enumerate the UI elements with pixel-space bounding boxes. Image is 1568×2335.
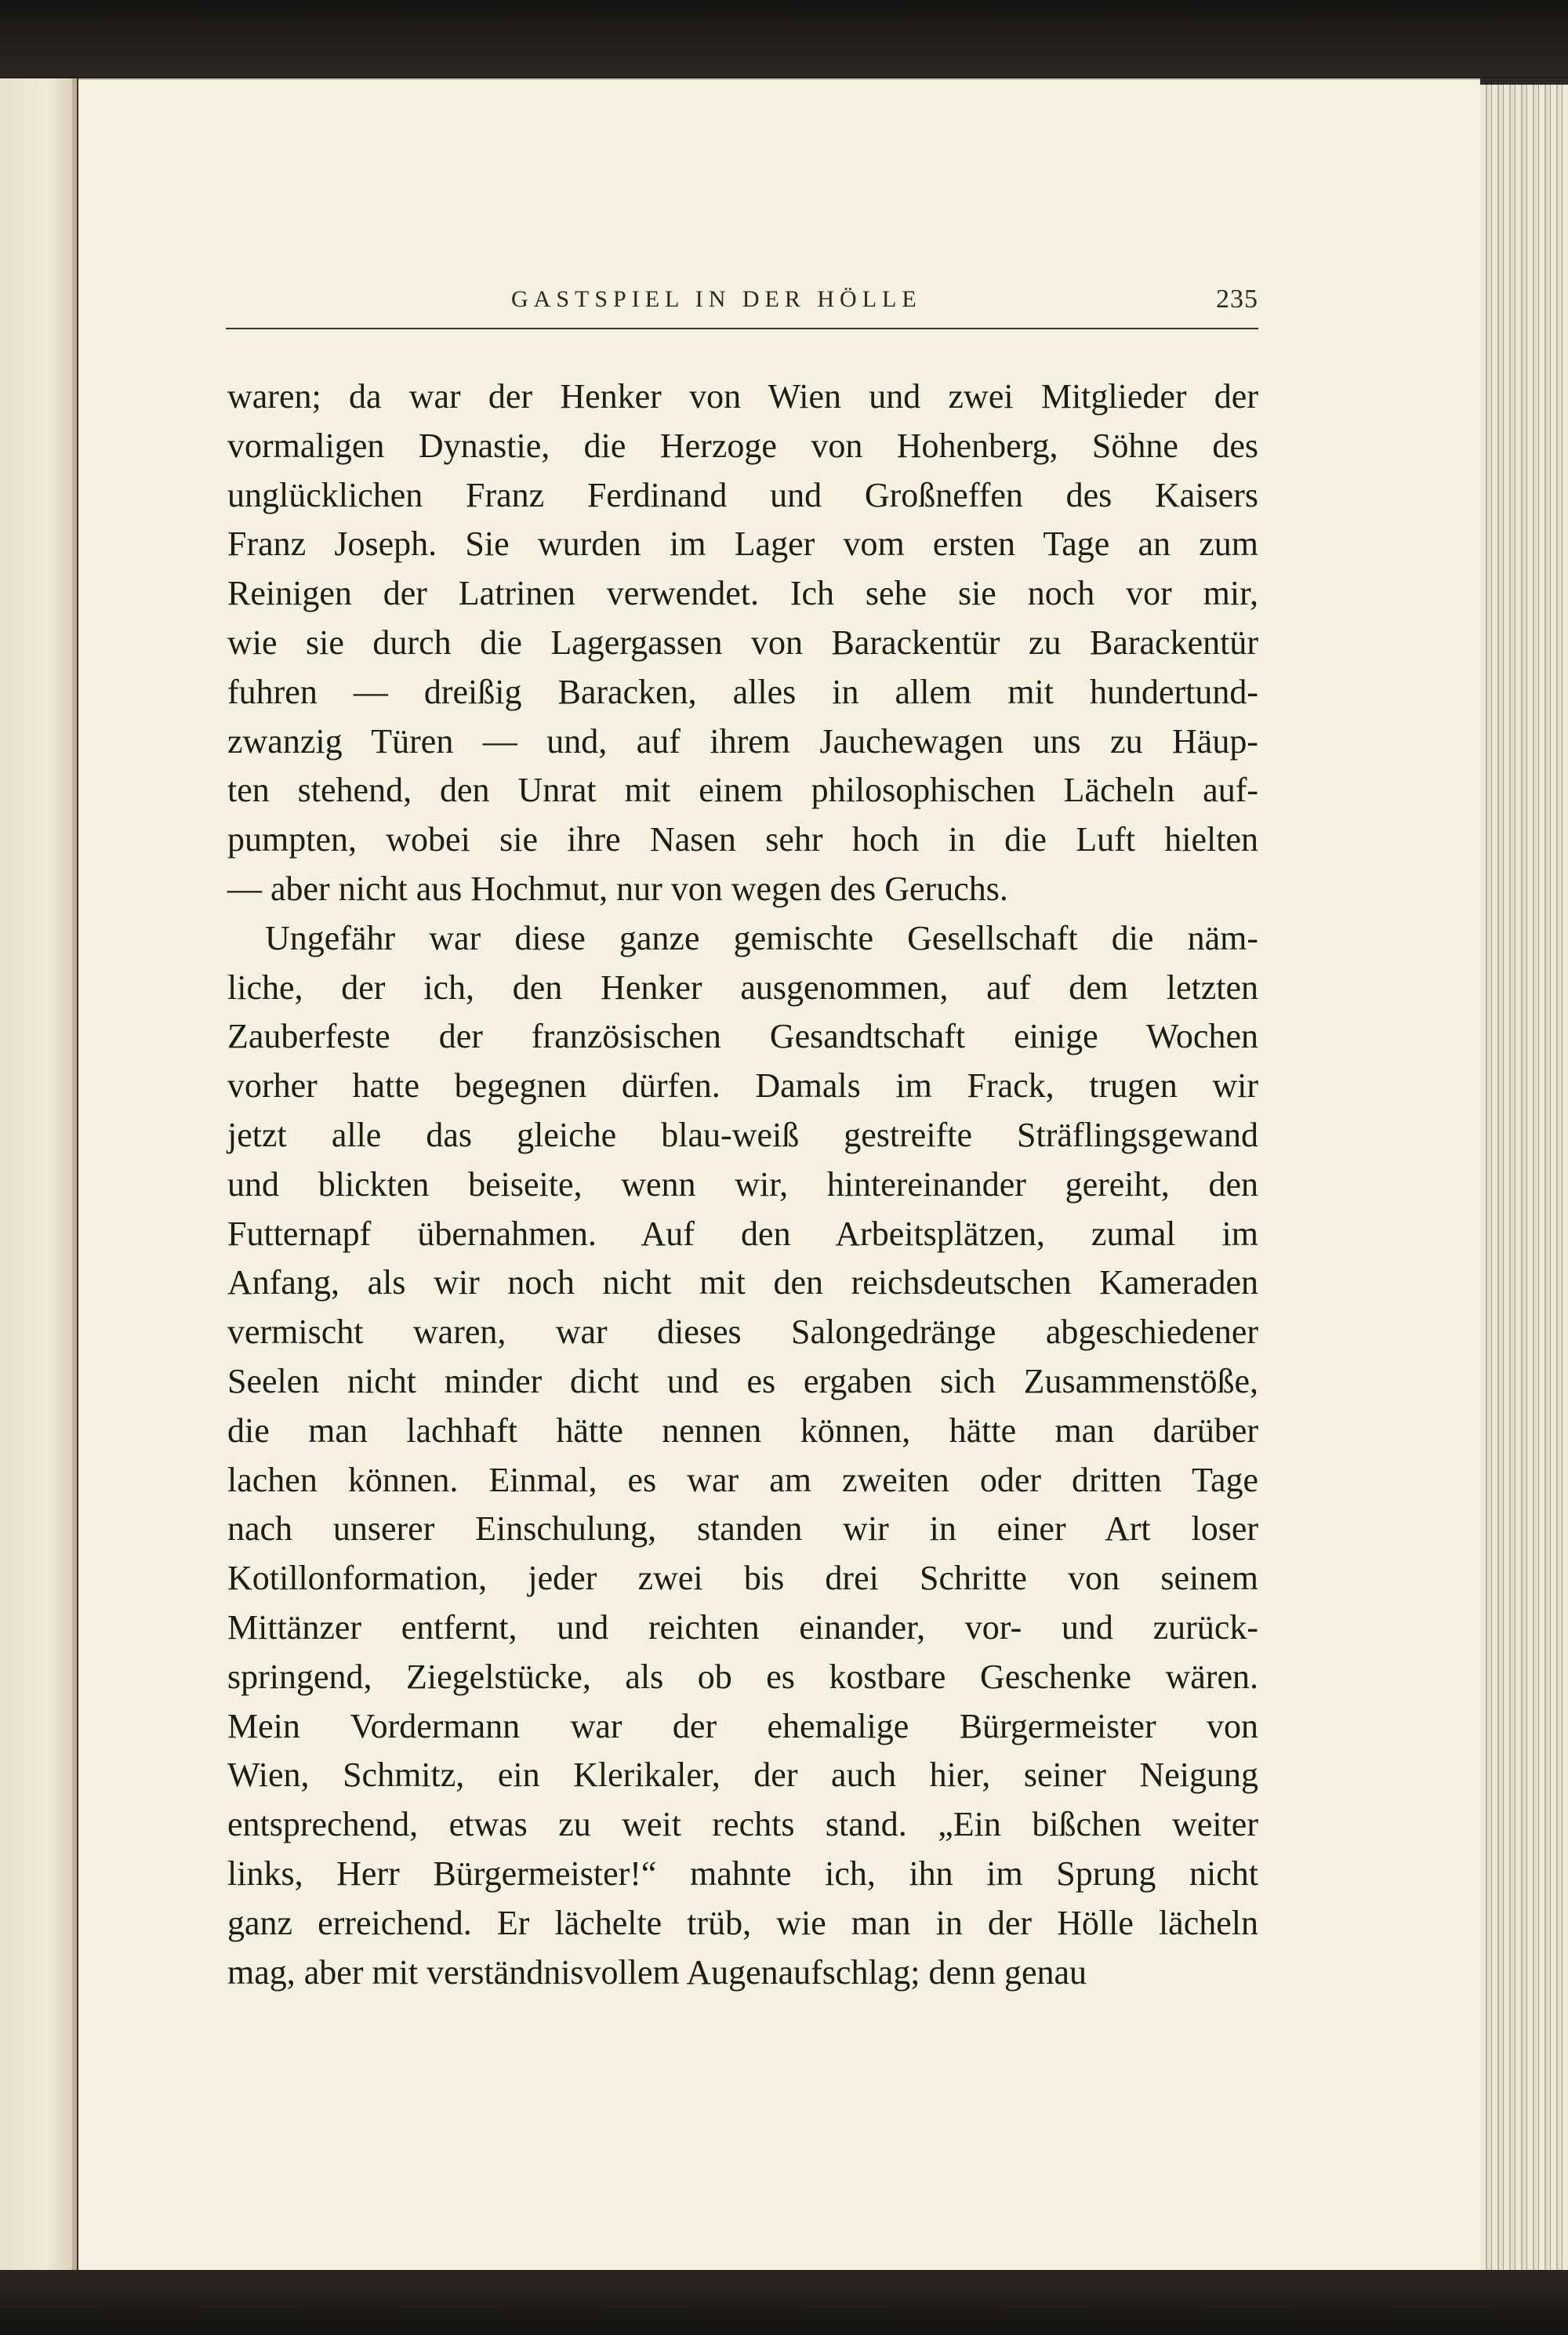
text-line: wie sie durch die Lagergassen von Barackentür zu Barackentür: [227, 623, 1258, 662]
text-line: die man lachhaft hätte nennen können, hätte man darüber: [227, 1411, 1258, 1450]
text-line: vermischt waren, war dieses Salongedränge abgeschiedener: [227, 1313, 1258, 1352]
scan-bottom-edge: [0, 2270, 1568, 2335]
text-line: — aber nicht aus Hochmut, nur von wegen des Geruchs.: [227, 869, 1008, 908]
text-line: jetzt alle das gleiche blau-weiß gestreifte Sträflingsgewand: [227, 1115, 1258, 1154]
text-line: Wien, Schmitz, ein Klerikaler, der auch hier, seiner Neigung: [227, 1756, 1258, 1795]
scan-top-edge: [0, 0, 1568, 77]
text-line: Futternapf übernahmen. Auf den Arbeitsplätzen, zumal im: [227, 1214, 1258, 1253]
text-line: unglücklichen Franz Ferdinand und Großneffen des Kaisers: [227, 475, 1258, 514]
running-title: GASTSPIEL IN DER HÖLLE: [511, 286, 922, 312]
text-line: Zauberfeste der französischen Gesandtschaft einige Wochen: [227, 1017, 1258, 1056]
text-line: ganz erreichend. Er lächelte trüb, wie man in der Hölle lächeln: [227, 1903, 1258, 1942]
page-number: 235: [1216, 285, 1258, 314]
page-stack-edges: [1480, 85, 1568, 2272]
text-line: lachen können. Einmal, es war am zweiten oder dritten Tage: [227, 1460, 1258, 1499]
text-line: vorher hatte begegnen dürfen. Damals im Frack, trugen wir: [227, 1066, 1258, 1106]
text-line: pumpten, wobei sie ihre Nasen sehr hoch in die Luft hielten: [227, 820, 1258, 859]
text-line: Franz Joseph. Sie wurden im Lager vom ersten Tage an zum: [227, 525, 1258, 564]
text-line: Mein Vordermann war der ehemalige Bürgermeister von: [227, 1706, 1258, 1745]
text-line: Mittänzer entfernt, und reichten einander, vor- und zurück-: [227, 1607, 1258, 1647]
text-line: liche, der ich, den Henker ausgenommen, auf dem letzten: [227, 968, 1258, 1007]
text-line: und blickten beiseite, wenn wir, hintereinander gereiht, den: [227, 1164, 1258, 1204]
text-line: ten stehend, den Unrat mit einem philosophischen Lächeln auf-: [227, 771, 1258, 810]
text-line: Kotillonformation, jeder zwei bis drei Schritte von seinem: [227, 1559, 1258, 1598]
text-line: vormaligen Dynastie, die Herzoge von Hohenberg, Söhne des: [227, 426, 1258, 465]
text-line: zwanzig Türen — und, auf ihrem Jauchewagen uns zu Häup-: [227, 721, 1258, 761]
running-head: [227, 286, 1258, 327]
header-rule: [226, 328, 1258, 329]
text-line: springend, Ziegelstücke, als ob es kostbare Geschenke wären.: [227, 1657, 1258, 1696]
text-line: Ungefähr war diese ganze gemischte Gesellschaft die näm-: [265, 918, 1258, 957]
text-line: links, Herr Bürgermeister!“ mahnte ich, ihn im Sprung nicht: [227, 1854, 1258, 1893]
text-line: Reinigen der Latrinen verwendet. Ich sehe sie noch vor mir,: [227, 574, 1258, 613]
text-line: fuhren — dreißig Baracken, alles in allem mit hundertund-: [227, 672, 1258, 711]
facing-page-edge: [0, 78, 77, 2274]
text-line: mag, aber mit verständnisvollem Augenaufschlag; denn genau: [227, 1952, 1087, 1992]
text-line: Anfang, als wir noch nicht mit den reichsdeutschen Kameraden: [227, 1263, 1258, 1302]
text-line: Seelen nicht minder dicht und es ergaben sich Zusammenstöße,: [227, 1361, 1258, 1400]
text-line: nach unserer Einschulung, standen wir in einer Art loser: [227, 1509, 1258, 1549]
text-line: waren; da war der Henker von Wien und zwei Mitglieder der: [227, 377, 1258, 416]
text-line: entsprechend, etwas zu weit rechts stand. „Ein bißchen weiter: [227, 1805, 1258, 1844]
body-text: [227, 372, 1258, 1997]
